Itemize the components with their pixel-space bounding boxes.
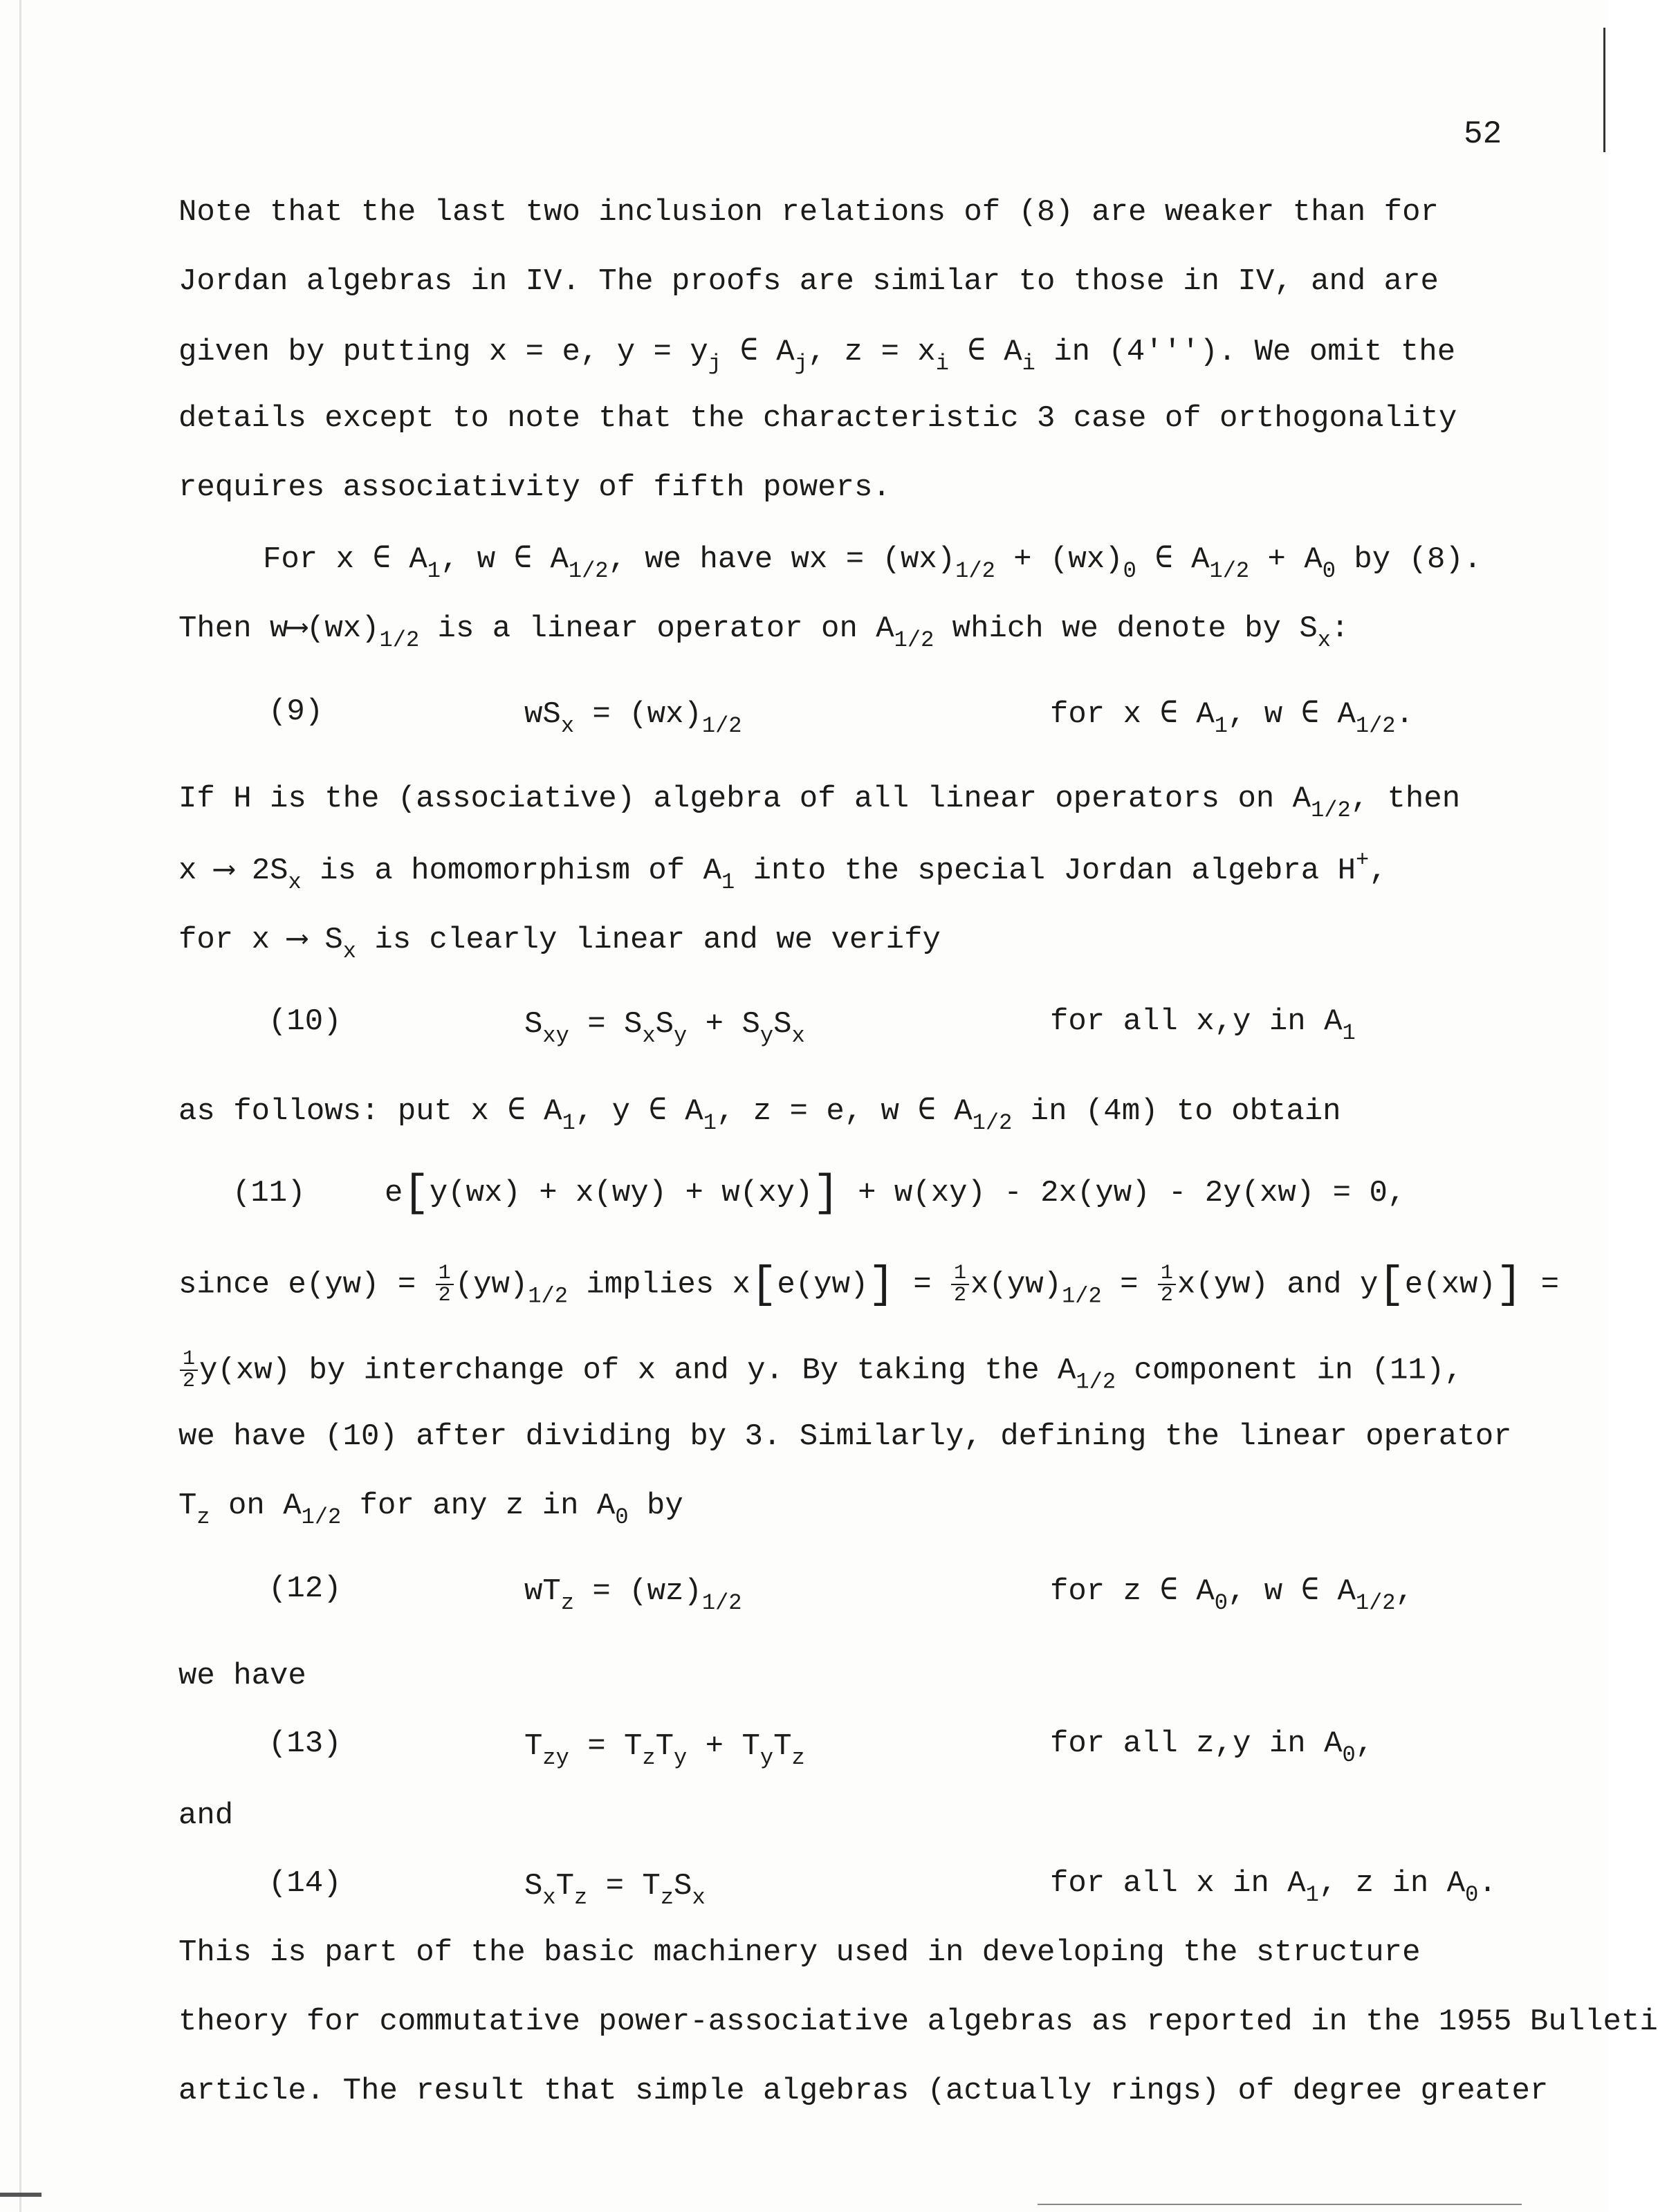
equation-14-number: (14) — [268, 1866, 342, 1901]
equation-13-number: (13) — [268, 1726, 342, 1761]
right-binding-edge — [1603, 28, 1605, 152]
corner-mark — [0, 2193, 42, 2197]
equation-9-number: (9) — [268, 694, 324, 729]
para5-line1: since e(yw) = $\frac{1}{2}$ $(yw)_{1/2}$ implies x[e(yw)] = $\frac{1}{2}$ $x(yw)_{1/2}$ = $\frac{1}{2}$ x(yw) and y[e(xw)] = — [178, 1260, 1560, 1311]
half-fraction: $\frac{1}{2}$ — [951, 1263, 969, 1306]
equation-12-body: $wT_z = (wz)_{1/2}$ — [524, 1574, 742, 1616]
we-have-text: we have — [178, 1659, 306, 1693]
para6-line2: theory for commutative power-associative algebras as reported in the 1955 Bulleti — [178, 2004, 1658, 2039]
equation-9-condition: for x ∈ $A_1$, w ∈ $A_{1/2}$. — [1050, 697, 1414, 739]
para2-line2: Then $w⟶(wx)_{1/2}$ is a linear operator on $A_{1/2}$ which we denote by $S_x$: — [178, 611, 1350, 653]
para3-line2: x ⟶ $2S_x$ is a homomorphism of $A_1$ into the special Jordan algebra H+, — [178, 847, 1388, 895]
equation-11-number: (11) — [232, 1176, 306, 1210]
para1-line2: Jordan algebras in IV. The proofs are similar to those in IV, and are — [178, 264, 1439, 299]
para2-line1: For x ∈ $A_1$, w ∈ $A_{1/2}$, we have wx = $(wx)_{1/2} + (wx)_0$ ∈ $A_{1/2} + A_0$ by (8). — [263, 542, 1482, 584]
equation-13-body: $T_{zy} = T_zT_y + T_yT_z$ — [524, 1729, 805, 1771]
page-number: 52 — [1464, 116, 1502, 152]
para5-line2: $\frac{1}{2}$ y(xw) by interchange of x and y. By taking the $A_{1/2}$ component in (11), — [178, 1349, 1463, 1392]
para1-line1: Note that the last two inclusion relations of (8) are weaker than for — [178, 195, 1439, 230]
equation-13-condition: for all z,y in $A_0$, — [1050, 1726, 1374, 1768]
equation-10-condition: for all x,y in $A_1$ — [1050, 1004, 1356, 1046]
and-text: and — [178, 1798, 234, 1833]
equation-9-body: $wS_x = (wx)_{1/2}$ — [524, 697, 742, 739]
para1-line4: details except to note that the characteristic 3 case of orthogonality — [178, 401, 1457, 436]
bottom-rule — [1038, 2204, 1522, 2205]
para5-line4: $T_z$ on $A_{1/2}$ for any z in $A_0$ by — [178, 1489, 683, 1530]
equation-14-body: $S_xT_z = T_zS_x$ — [524, 1869, 706, 1910]
para4-line: as follows: put x ∈ $A_1$, y ∈ $A_1$, z = e, w ∈ $A_{1/2}$ in (4m) to obtain — [178, 1094, 1341, 1136]
half-fraction: $\frac{1}{2}$ — [436, 1263, 454, 1306]
para6-line3: article. The result that simple algebras (actually rings) of degree greater — [178, 2074, 1549, 2108]
half-fraction: $\frac{1}{2}$ — [1158, 1263, 1176, 1306]
equation-10-number: (10) — [268, 1004, 342, 1039]
half-fraction: $\frac{1}{2}$ — [180, 1349, 198, 1392]
equation-11-body: e[y(wx) + x(wy) + w(xy)] + w(xy) - 2x(yw) - 2y(xw) = 0, — [385, 1169, 1406, 1219]
equation-10-body: $S_{xy} = S_xS_y + S_yS_x$ — [524, 1007, 805, 1049]
para1-line5: requires associativity of fifth powers. — [178, 470, 891, 505]
equation-12-condition: for z ∈ $A_0$, w ∈ $A_{1/2}$, — [1050, 1574, 1414, 1616]
equation-14-condition: for all x in $A_1$, z in $A_0$. — [1050, 1866, 1497, 1908]
equation-12-number: (12) — [268, 1572, 342, 1606]
para5-line3: we have (10) after dividing by 3. Similarly, defining the linear operator — [178, 1419, 1512, 1454]
para1-line3: given by putting x = e, $y = y_j$ ∈ $A_j$, $z = x_i$ ∈ $A_i$ in (4'''). We omit the — [178, 335, 1456, 376]
para3-line1: If H is the (associative) algebra of all linear operators on $A_{1/2}$, then — [178, 782, 1461, 823]
para3-line3: for x ⟶ $S_x$ is clearly linear and we verify — [178, 923, 941, 964]
para6-line1: This is part of the basic machinery used in developing the structure — [178, 1935, 1421, 1970]
left-binding-edge — [19, 0, 21, 2212]
